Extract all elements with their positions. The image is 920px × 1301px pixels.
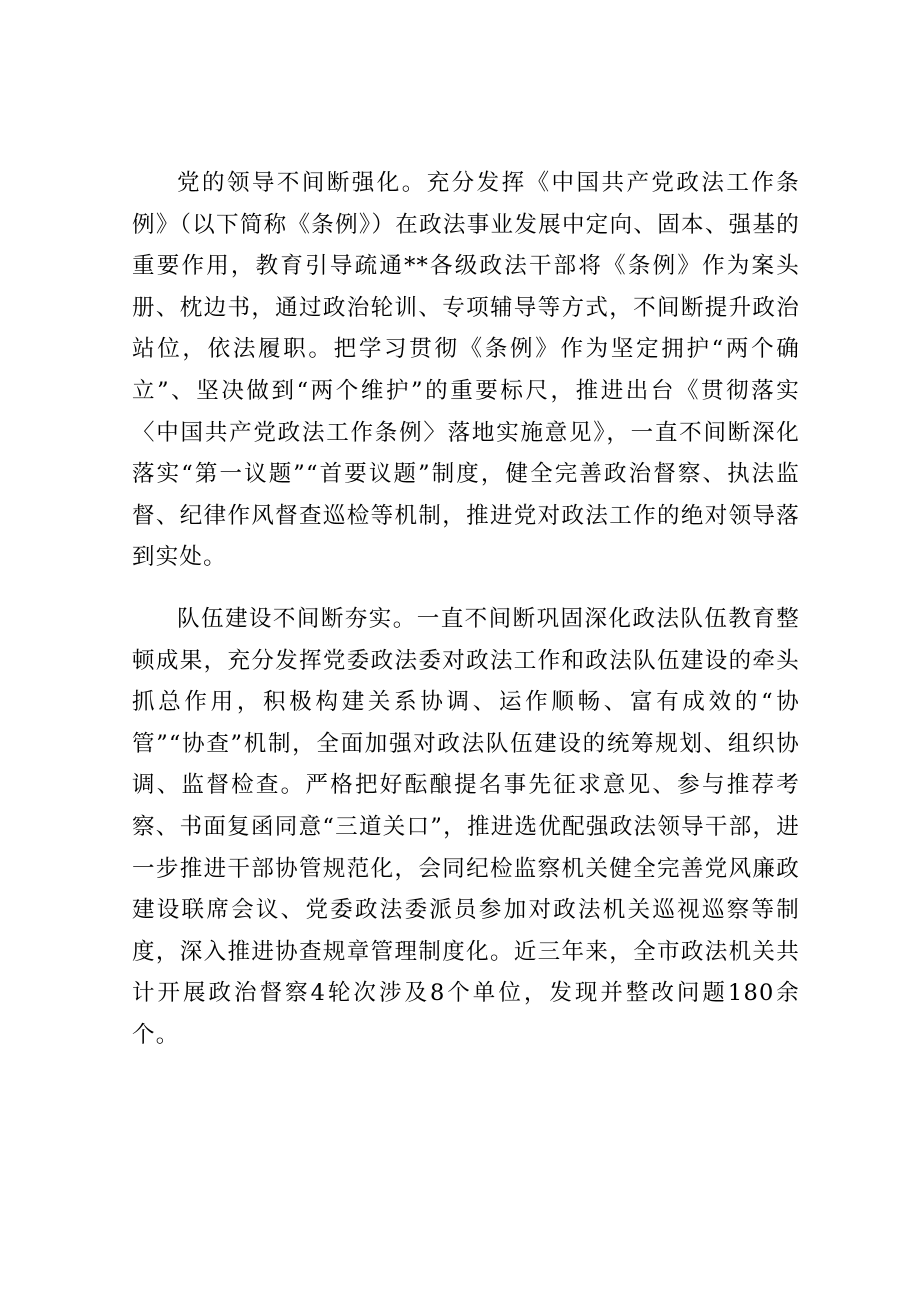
document-body: [132, 163, 800, 1056]
paragraph-team-building: 队伍建设不间断夯实。一直不间断巩固深化政法队伍教育整顿成果，充分发挥党委政法委对政法工作和政法队伍建设的牵头抓总作用，积极构建关系协调、运作顺畅、富有成效的“协管”“协查”机制，全面加强对政法队伍建设的统筹规划、组织协调、监督检查。严格把好酝酿提名事先征求意见、参与推荐考察、书面复函同意“三道关口”，推进选优配强政法领导干部，进一步推进干部协管规范化，会同纪检监察机关健全完善党风廉政建设联席会议、党委政法委派员参加对政法机关巡视巡察等制度，深入推进协查规章管理制度化。近三年来，全市政法机关共计开展政治督察4轮次涉及8个单位，发现并整改问题180余个。: [132, 605, 800, 1048]
paragraph-party-leadership: 党的领导不间断强化。充分发挥《中国共产党政法工作条例》（以下简称《条例》）在政法事业发展中定向、固本、强基的重要作用，教育引导疏通**各级政法干部将《条例》作为案头册、枕边书，通过政治轮训、专项辅导等方式，不间断提升政治站位，依法履职。把学习贯彻《条例》作为坚定拥护“两个确立”、坚决做到“两个维护”的重要标尺，推进出台《贯彻落实〈中国共产党政法工作条例〉落地实施意见》，一直不间断深化落实“第一议题”“首要议题”制度，健全完善政治督察、执法监督、纪律作风督查巡检等机制，推进党对政法工作的绝对领导落到实处。: [132, 170, 800, 571]
